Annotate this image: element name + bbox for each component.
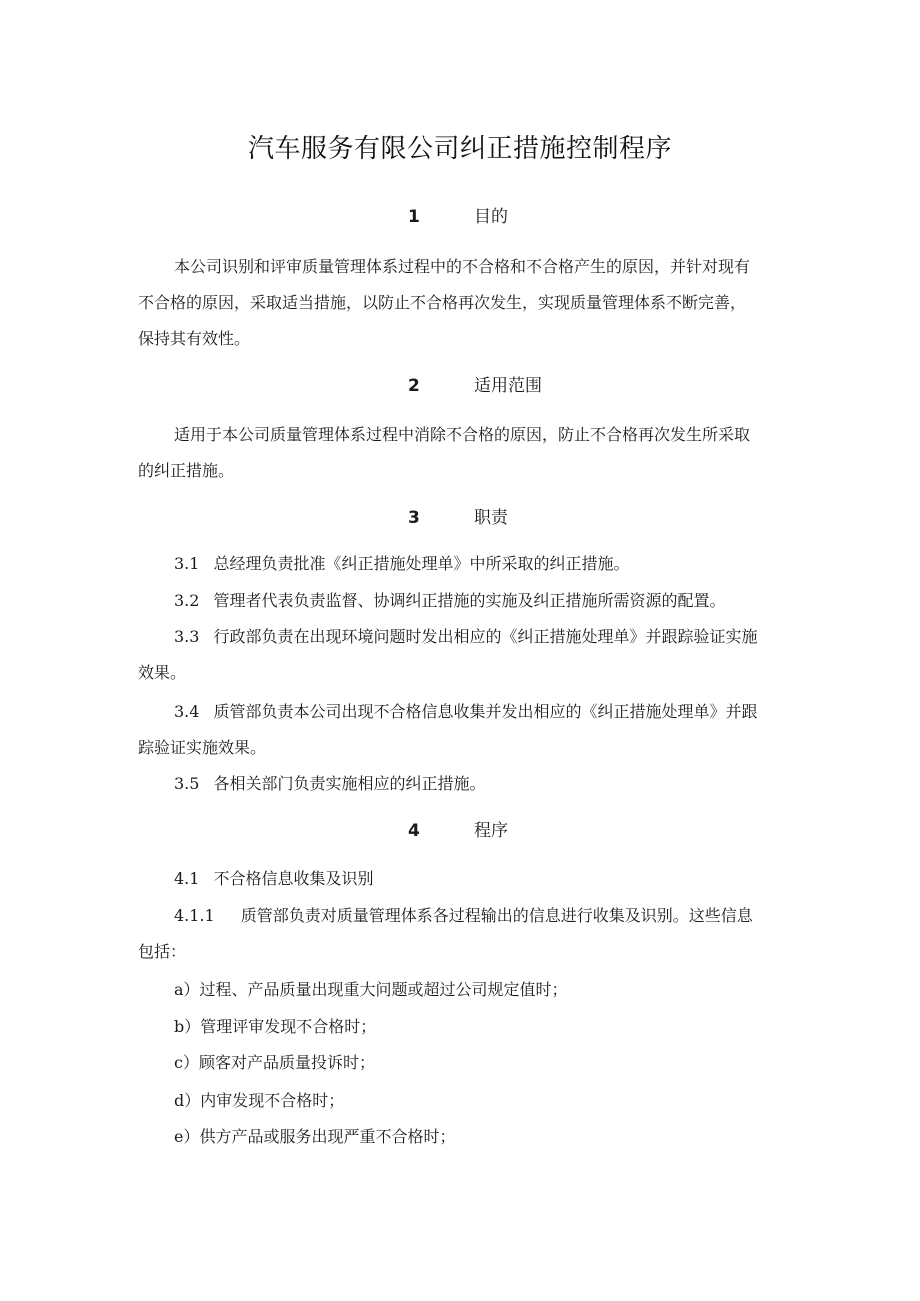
list-item-c: c）顾客对产品质量投诉时； [174, 1053, 375, 1072]
list-item-b: b）管理评审发现不合格时； [174, 1017, 377, 1036]
subsection-text: 质管部负责对质量管理体系各过程输出的信息进行收集及识别。这些信息 [240, 906, 753, 925]
duty-text: 各相关部门负责实施相应的纠正措施。 [213, 774, 486, 793]
section-number: 3 [408, 508, 420, 528]
duty-3-4-cont: 踪验证实施效果。 [138, 738, 267, 757]
subsection-4-1-1 [138, 901, 834, 931]
duty-number: 3.1 [174, 554, 200, 573]
duty-3-3 [138, 622, 834, 652]
duty-number: 3.3 [174, 627, 200, 646]
duty-text: 质管部负责本公司出现不合格信息收集并发出相应的《纠正措施处理单》并跟 [213, 702, 758, 721]
section-title: 职责 [474, 508, 508, 528]
duty-number: 3.2 [174, 591, 200, 610]
scope-line-1: 适用于本公司质量管理体系过程中消除不合格的原因，防止不合格再次发生所采取 [174, 425, 751, 444]
section-number: 2 [408, 376, 420, 396]
subsection-4-1-1-cont: 包括： [138, 942, 187, 961]
purpose-line-2: 不合格的原因，采取适当措施，以防止不合格再次发生，实现质量管理体系不断完善， [138, 293, 747, 312]
duty-text: 管理者代表负责监督、协调纠正措施的实施及纠正措施所需资源的配置。 [213, 591, 726, 610]
section-number: 1 [408, 207, 420, 227]
section-title: 适用范围 [474, 376, 542, 396]
subsection-title: 不合格信息收集及识别 [213, 869, 374, 888]
duty-number: 3.5 [174, 774, 200, 793]
document-title: 汽车服务有限公司纠正措施控制程序 [247, 134, 672, 164]
duty-number: 3.4 [174, 702, 200, 721]
duty-3-1 [138, 549, 834, 579]
subsection-4-1 [138, 864, 834, 894]
list-item-a: a）过程、产品质量出现重大问题或超过公司规定值时； [174, 980, 568, 999]
duty-text: 总经理负责批准《纠正措施处理单》中所采取的纠正措施。 [213, 554, 630, 573]
section-heading-1 [0, 202, 920, 232]
duty-3-4 [138, 697, 834, 727]
subsection-number: 4.1.1 [174, 906, 215, 925]
duty-text: 行政部负责在出现环境问题时发出相应的《纠正措施处理单》并跟踪验证实施 [213, 627, 758, 646]
subsection-number: 4.1 [174, 869, 200, 888]
section-heading-2 [0, 371, 920, 401]
list-item-e: e）供方产品或服务出现严重不合格时； [174, 1127, 456, 1146]
scope-line-2: 的纠正措施。 [138, 461, 235, 480]
duty-3-2 [138, 586, 834, 616]
purpose-line-3: 保持其有效性。 [138, 329, 251, 348]
duty-3-3-cont: 效果。 [138, 663, 187, 682]
section-heading-3 [0, 503, 920, 533]
list-item-d: d）内审发现不合格时； [174, 1091, 345, 1110]
purpose-line-1: 本公司识别和评审质量管理体系过程中的不合格和不合格产生的原因，并针对现有 [174, 257, 751, 276]
section-title: 目的 [474, 207, 508, 227]
duty-3-5 [138, 769, 834, 799]
section-title: 程序 [474, 821, 508, 841]
section-number: 4 [408, 821, 420, 841]
section-heading-4 [0, 816, 920, 846]
